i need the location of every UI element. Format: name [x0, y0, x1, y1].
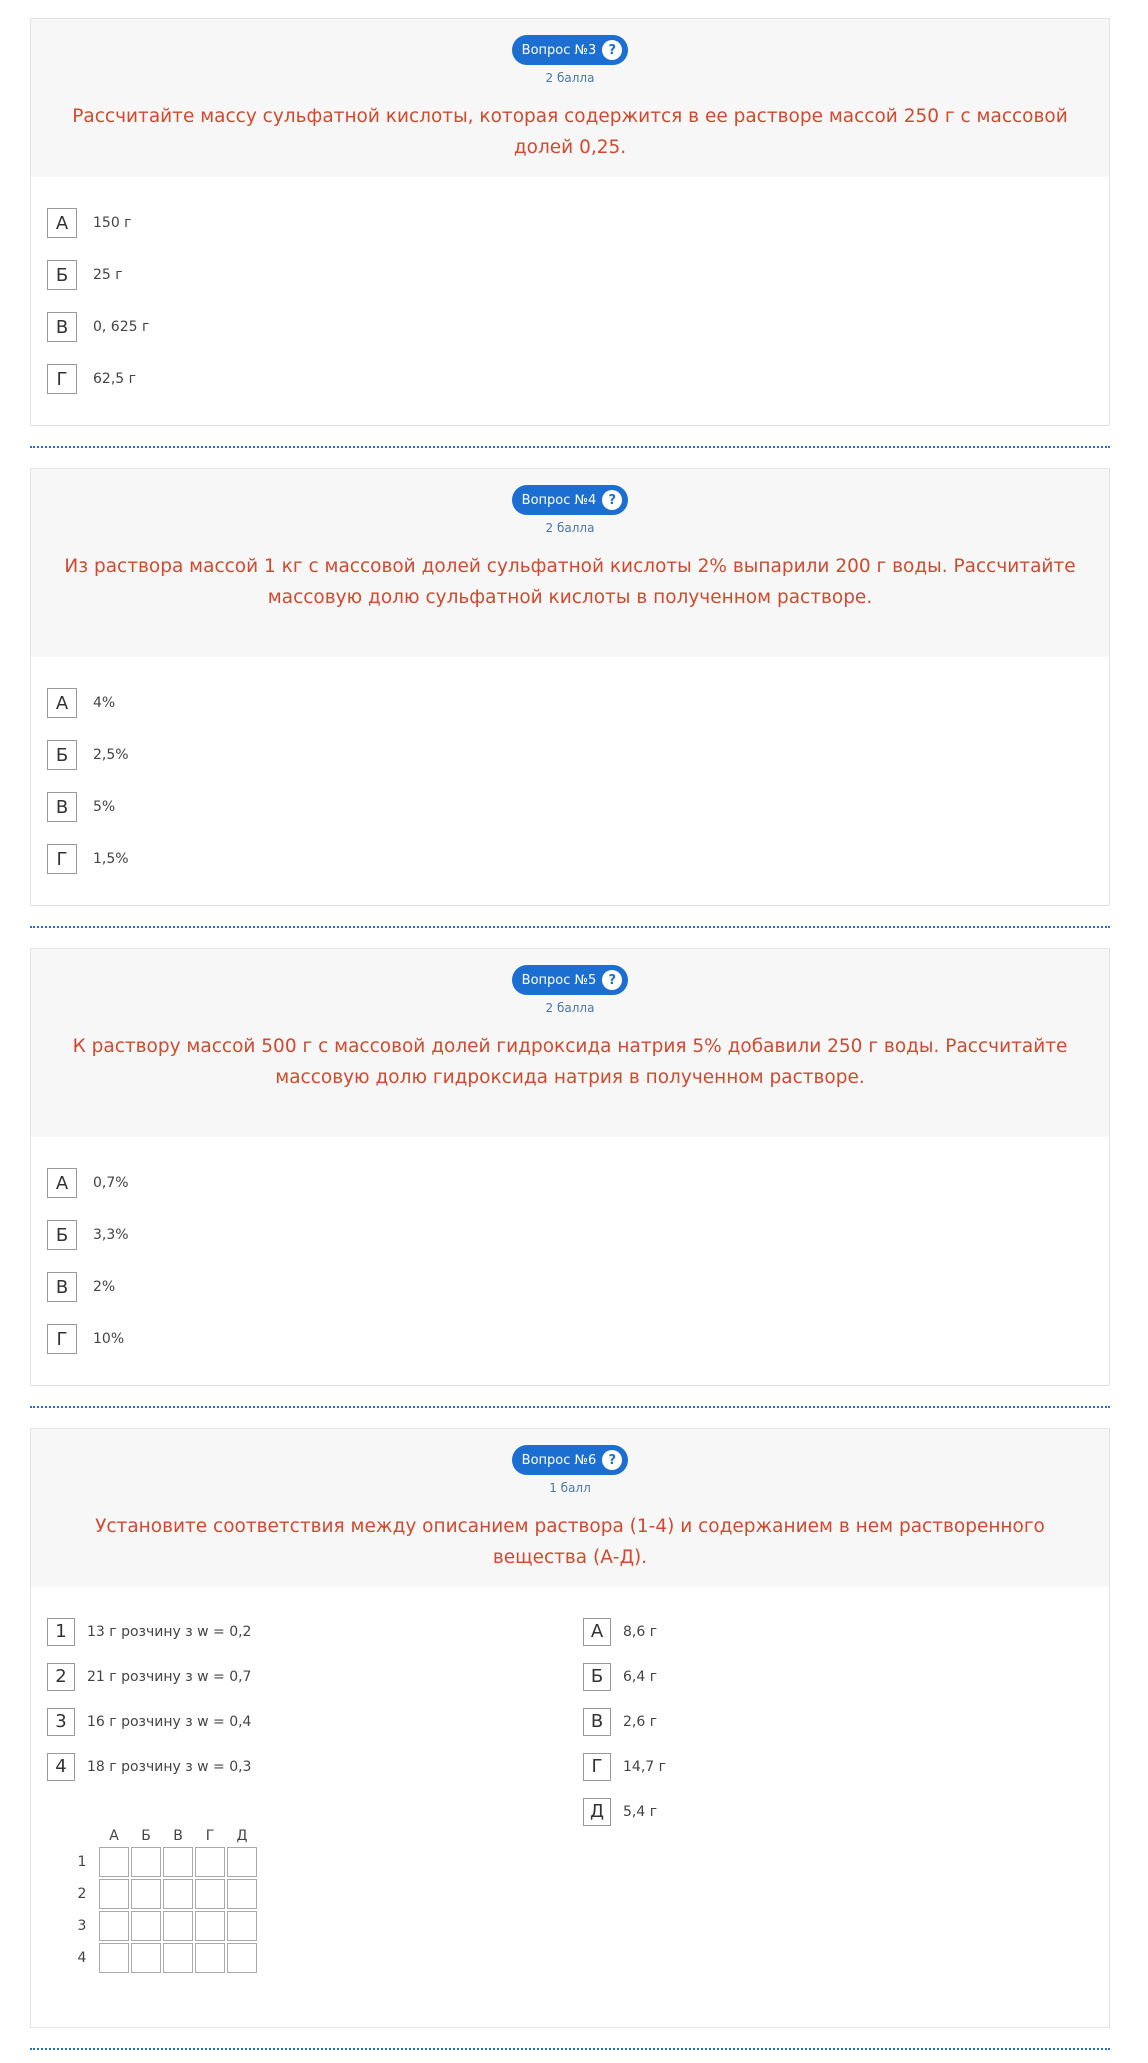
help-icon[interactable]: ?: [602, 490, 622, 510]
help-icon[interactable]: ?: [602, 40, 622, 60]
question-number-badge: [512, 1445, 629, 1475]
grid-cell[interactable]: [195, 1911, 225, 1941]
answer-text: 5%: [93, 799, 116, 815]
grid-cell[interactable]: [131, 1847, 161, 1877]
grid-row-label: 3: [77, 1918, 87, 1934]
answer-option-v[interactable]: [47, 781, 1109, 833]
matching-lists: [31, 1587, 1109, 1966]
grid-cell[interactable]: [163, 1943, 193, 1973]
matching-right-item: [583, 1789, 666, 1834]
answer-text: 62,5 г: [93, 371, 136, 387]
question-number-label: Вопрос №3: [521, 42, 597, 58]
answer-option-a[interactable]: [47, 677, 1109, 729]
answer-letter[interactable]: А: [47, 208, 77, 238]
answer-text: 4%: [93, 695, 116, 711]
answer-letter[interactable]: Б: [47, 740, 77, 770]
matching-letter: Д: [583, 1798, 611, 1826]
matching-right-item: [583, 1654, 666, 1699]
matching-right-text: 6,4 г: [623, 1668, 658, 1685]
grid-row-label: 2: [77, 1886, 87, 1902]
question-number-label: Вопрос №5: [521, 972, 597, 988]
question-number-badge: [512, 485, 629, 515]
matching-letter: Б: [583, 1663, 611, 1691]
matching-left-text: 18 г розчину з w = 0,3: [87, 1758, 252, 1775]
question-text: К раствору массой 500 г с массовой долей гидроксида натрия 5% добавили 250 г воды. Рассчитайте массовую долю гидроксида натрия в полученном растворе.: [72, 1036, 1068, 1088]
grid-column-header: В: [173, 1828, 183, 1844]
question-number-label: Вопрос №6: [521, 1452, 597, 1468]
answer-text: 10%: [93, 1331, 125, 1347]
grid-cell[interactable]: [99, 1943, 129, 1973]
matching-right-text: 8,6 г: [623, 1623, 658, 1640]
answer-text: 0, 625 г: [93, 319, 150, 335]
help-icon[interactable]: ?: [602, 1450, 622, 1470]
matching-left-text: 13 г розчину з w = 0,2: [87, 1623, 252, 1640]
answer-letter[interactable]: Б: [47, 1220, 77, 1250]
answer-text: 3,3%: [93, 1227, 129, 1243]
answer-list: [31, 1137, 1109, 1365]
question-header: [31, 19, 1109, 177]
answer-option-b[interactable]: [47, 1209, 1109, 1261]
answer-option-b[interactable]: [47, 729, 1109, 781]
answer-option-b[interactable]: [47, 249, 1109, 301]
matching-letter: Г: [583, 1753, 611, 1781]
question-separator: [30, 926, 1110, 928]
question-header: [31, 949, 1109, 1137]
answer-letter[interactable]: В: [47, 792, 77, 822]
grid-cell[interactable]: [227, 1911, 257, 1941]
answer-text: 0,7%: [93, 1175, 129, 1191]
answer-text: 1,5%: [93, 851, 129, 867]
answer-option-g[interactable]: [47, 353, 1109, 405]
question-text: Из раствора массой 1 кг с массовой долей сульфатной кислоты 2% выпарили 200 г воды. Рассчитайте массовую долю сульфатной кислоты в полученном растворе.: [64, 556, 1076, 608]
grid-column-header: Б: [141, 1828, 151, 1844]
matching-right-text: 2,6 г: [623, 1713, 658, 1730]
matching-left-item: [47, 1699, 251, 1744]
answer-option-v[interactable]: [47, 1261, 1109, 1313]
grid-corner: [67, 1827, 97, 1845]
matching-left-list: [47, 1609, 251, 1789]
answer-letter[interactable]: А: [47, 1168, 77, 1198]
question-separator: [30, 1406, 1110, 1408]
answer-option-a[interactable]: [47, 1157, 1109, 1209]
matching-right-text: 5,4 г: [623, 1803, 658, 1820]
answer-grid: [65, 1825, 259, 1975]
matching-left-item: [47, 1744, 251, 1789]
answer-text: 25 г: [93, 267, 123, 283]
answer-list: [31, 657, 1109, 885]
grid-row-label: 4: [77, 1950, 87, 1966]
question-text: Рассчитайте массу сульфатной кислоты, которая содержится в ее растворе массой 250 г с массовой долей 0,25.: [72, 106, 1068, 158]
question-card-6: [30, 1428, 1110, 2028]
question-separator: [30, 2048, 1110, 2050]
matching-letter: А: [583, 1618, 611, 1646]
grid-cell[interactable]: [195, 1943, 225, 1973]
help-icon[interactable]: ?: [602, 970, 622, 990]
answer-letter[interactable]: А: [47, 688, 77, 718]
answer-letter[interactable]: Г: [47, 364, 77, 394]
grid-cell[interactable]: [99, 1879, 129, 1909]
answer-text: 2,5%: [93, 747, 129, 763]
question-number-badge: [512, 35, 629, 65]
matching-number: 4: [47, 1753, 75, 1781]
question-points: 2 балла: [545, 1001, 595, 1015]
matching-letter: В: [583, 1708, 611, 1736]
answer-option-g[interactable]: [47, 833, 1109, 885]
answer-letter[interactable]: Г: [47, 844, 77, 874]
grid-column-header: Г: [205, 1828, 215, 1844]
question-text: Установите соответствия между описанием раствора (1-4) и содержанием в нем растворенного вещества (А-Д).: [95, 1516, 1045, 1568]
matching-left-text: 21 г розчину з w = 0,7: [87, 1668, 252, 1685]
matching-number: 2: [47, 1663, 75, 1691]
question-header: [31, 1429, 1109, 1587]
grid-cell[interactable]: [195, 1847, 225, 1877]
matching-right-item: [583, 1609, 666, 1654]
question-card-5: [30, 948, 1110, 1386]
question-separator: [30, 446, 1110, 448]
matching-right-list: [583, 1609, 666, 1834]
answer-letter[interactable]: Г: [47, 1324, 77, 1354]
grid-cell[interactable]: [227, 1879, 257, 1909]
grid-column-header: Д: [236, 1828, 248, 1844]
matching-right-text: 14,7 г: [623, 1758, 666, 1775]
question-header: [31, 469, 1109, 657]
grid-cell[interactable]: [131, 1911, 161, 1941]
answer-letter[interactable]: В: [47, 312, 77, 342]
answer-option-v[interactable]: [47, 301, 1109, 353]
answer-text: 150 г: [93, 215, 132, 231]
grid-cell[interactable]: [99, 1847, 129, 1877]
matching-left-item: [47, 1654, 251, 1699]
grid-column-header: А: [109, 1828, 119, 1844]
answer-list: [31, 177, 1109, 405]
matching-number: 3: [47, 1708, 75, 1736]
grid-cell[interactable]: [163, 1847, 193, 1877]
matching-left-text: 16 г розчину з w = 0,4: [87, 1713, 252, 1730]
question-points: 2 балла: [545, 71, 595, 85]
question-card-4: [30, 468, 1110, 906]
grid-cell[interactable]: [131, 1879, 161, 1909]
answer-option-a[interactable]: [47, 197, 1109, 249]
question-number-label: Вопрос №4: [521, 492, 597, 508]
grid-cell[interactable]: [227, 1847, 257, 1877]
question-points: 2 балла: [545, 521, 595, 535]
grid-row-label: 1: [77, 1854, 87, 1870]
matching-left-item: [47, 1609, 251, 1654]
grid-cell[interactable]: [163, 1879, 193, 1909]
grid-cell[interactable]: [227, 1943, 257, 1973]
grid-cell[interactable]: [99, 1911, 129, 1941]
grid-cell[interactable]: [163, 1911, 193, 1941]
question-number-badge: [512, 965, 629, 995]
matching-number: 1: [47, 1618, 75, 1646]
answer-letter[interactable]: В: [47, 1272, 77, 1302]
question-card-3: [30, 18, 1110, 426]
grid-cell[interactable]: [131, 1943, 161, 1973]
grid-cell[interactable]: [195, 1879, 225, 1909]
matching-right-item: [583, 1744, 666, 1789]
answer-letter[interactable]: Б: [47, 260, 77, 290]
answer-text: 2%: [93, 1279, 116, 1295]
answer-option-g[interactable]: [47, 1313, 1109, 1365]
matching-right-item: [583, 1699, 666, 1744]
question-points: 1 балл: [549, 1481, 591, 1495]
